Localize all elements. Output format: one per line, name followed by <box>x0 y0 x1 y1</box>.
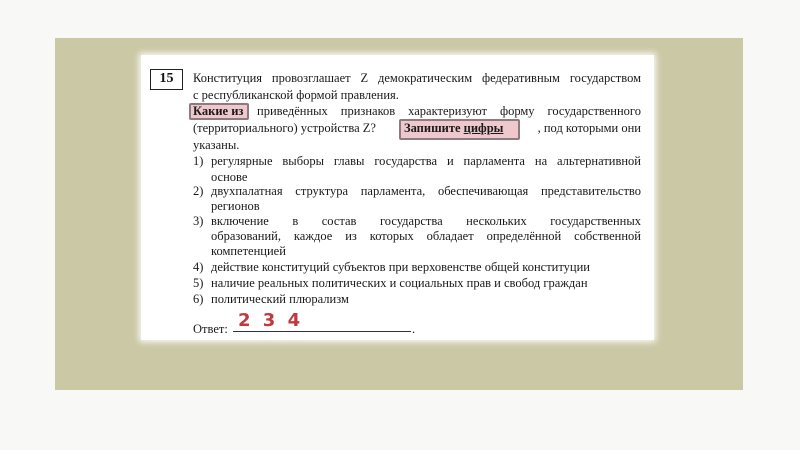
option-6-line-1: политический плюрализм <box>211 292 349 306</box>
question-line-1-rest: приведённых признаков характеризуют форму государственного <box>257 104 641 118</box>
option-3-line-3: компетенцией <box>211 244 286 258</box>
option-3-number: 3) <box>193 214 204 228</box>
question-line-2-start: (территориального) устройства Z? <box>193 121 376 135</box>
option-2-number: 2) <box>193 184 204 198</box>
option-4-line-1: действие конституций субъектов при верховенстве общей конституции <box>211 260 590 274</box>
option-5-line-1: наличие реальных политических и социальных прав и свобод граждан <box>211 276 588 290</box>
answer-end-period: . <box>412 322 416 336</box>
option-1-number: 1) <box>193 154 204 168</box>
option-5-number: 5) <box>193 276 204 290</box>
option-3-line-1: включение в состав государства нескольких государственных <box>211 214 641 228</box>
question-line-2-end: , под которыми они <box>537 121 641 135</box>
answer-value: 2 3 4 <box>238 310 304 331</box>
question-line-1 <box>193 104 641 119</box>
option-2-line-1: двухпалатная структура парламента, обеспечивающая представительство <box>211 184 641 198</box>
answer-field-line[interactable] <box>233 331 411 332</box>
question-emphasis-kakie-iz: Какие из <box>193 104 244 118</box>
option-3-line-2: образований, каждое из которых обладает определённой собственной <box>211 229 641 243</box>
question-line-3: указаны. <box>193 138 240 152</box>
question-emphasis-zapishite: Запишите цифры <box>404 121 504 135</box>
option-1-line-2: основе <box>211 170 248 184</box>
option-4-number: 4) <box>193 260 204 274</box>
question-line-2 <box>193 121 641 136</box>
option-2-line-2: регионов <box>211 199 260 213</box>
intro-line-2: с республиканской формой правления. <box>193 88 399 102</box>
question-number: 15 <box>150 69 183 90</box>
option-1-line-1: регулярные выборы главы государства и парламента на альтернативной <box>211 154 641 168</box>
option-6-number: 6) <box>193 292 204 306</box>
answer-label: Ответ: <box>193 322 228 336</box>
intro-line-1: Конституция провозглашает Z демократическим федеративным государством <box>193 71 641 85</box>
